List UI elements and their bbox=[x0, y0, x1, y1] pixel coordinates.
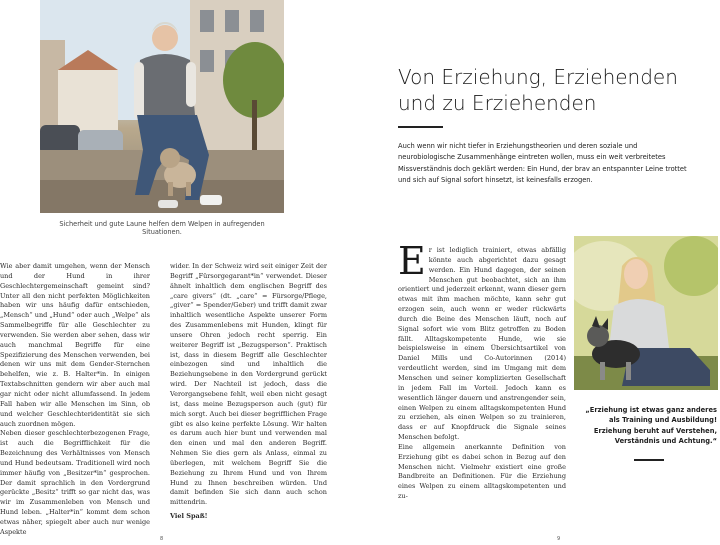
body-column-3 bbox=[398, 239, 566, 502]
pull-quote: „Erziehung ist etwas ganz anderes als Training und Ausbildung! Erziehung beruht auf Verstehen, Verständnis und Achtung.“ bbox=[585, 406, 717, 446]
paragraph: wider. In der Schweiz wird seit einiger Zeit der Begriff „Fürsorgegarant*in“ verwendet. Dieser ähnelt inhaltlich dem englischen Begriff des „care givers“ (dt. „care“ = Fürsorge/Pflege, „giver“ = Spender/Geber) und trifft damit zwar inhaltlich wesentliche Aspekte unserer Form des Zusammenlebens mit Hunden, klingt für unsere Ohren jedoch recht sperrig. Ein weiterer Begriff ist „Bezugsperson“. Praktisch ist, dass in diesem Begriff alle Geschlechter einbezogen sind und inhaltlich die Beziehungsebene in den Vordergrund gerückt wird. Der Nachteil ist jedoch, dass die Verorgangsebene fehlt, weil eben nicht gesagt ist, dass meine Bezugsperson auch (gut) für mich sorgt. Auch bei dieser begrifflichen Frage gibt es also keine perfekte Lösung. Wir halten es darum auch hier bunt und verwenden mal den einen und mal den anderen Begriff. Nehmen Sie dies gern als Anlass, einmal zu überlegen, mit welchem Begriff Sie die Beziehung zu Ihrem Hund und von Ihrem Hund zu Ihnen beschreiben würden. Und damit befinden Sie sich dann auch schon mittendrin. bbox=[170, 262, 327, 507]
photo-illustration-right bbox=[574, 236, 718, 390]
paragraph: Wie aber damit umgehen, wenn der Mensch und der Hund in ihrer Geschlechtergemeinschaft gemeint sind? Unter all den nicht perfekten Möglichkeiten haben wir uns häufig dafür entschieden, „Mensch“ und „Hund“ oder auch „Welpe“ als Sammelbegriffe für alle Geschlechter zu verwenden. Sie werden aber sehen, dass wir auch manchmal Begriffe für eine Spezifizierung des Menschen verwenden, bei denen wir uns mit dem Gender-Sternchen behelfen, wie z. B. Halter*in. In einigen Textabschnitten gendern wir aber auch mal gar nicht oder nicht allumfassend. In jedem Fall haben wir alle Menschen im Sinn, ob und welcher Geschlechteridentität sie sich auch zuordnen mögen. bbox=[0, 262, 150, 428]
photo-woman-with-dog bbox=[574, 236, 718, 390]
page-number-left: 8 bbox=[160, 536, 164, 542]
photo-woman-with-puppy bbox=[40, 0, 284, 213]
paragraph-with-dropcap bbox=[398, 239, 566, 443]
quote-divider bbox=[634, 459, 664, 461]
page-number-right: 9 bbox=[557, 536, 561, 542]
photo-illustration bbox=[40, 0, 284, 213]
title-line-1: Von Erziehung, Erziehenden bbox=[398, 65, 678, 89]
paragraph: Eine allgemein anerkannte Definition von Erziehung gibt es dabei schon in Bezug auf den Menschen nicht. Vielmehr existiert eine große Bandbreite an Definitionen. Für die Erziehung eines Welpen zu einem alltagskompetenten und zu- bbox=[398, 442, 566, 501]
body-column-2 bbox=[170, 262, 327, 522]
body-column-1 bbox=[0, 262, 150, 538]
signoff: Viel Spaß! bbox=[170, 512, 208, 521]
title-divider bbox=[398, 126, 443, 128]
dropcap: E bbox=[398, 239, 426, 283]
photo-caption: Sicherheit und gute Laune helfen dem Welpen in aufregenden Situationen. bbox=[59, 220, 265, 236]
intro-paragraph: Auch wenn wir nicht tiefer in Erziehungstheorien und deren soziale und neurobiologische Zusammenhänge eintreten wollen, muss ein weit verbreitetes Missverständnis doch geklärt werden: Ein Hund, der brav an entspannter Leine trottet und sich auf Signal sofort hinsetzt, ist keinesfalls erzogen. bbox=[398, 142, 687, 185]
paragraph-text: r ist lediglich trainiert, etwas abfällig könnte auch abgerichtet dazu gesagt werden. Ein Hund dagegen, der seinen Menschen gut beobachtet, sich an ihm orientiert und jederzeit erkennt, wann dieser gern etwas mit ihm machen möchte, kann sehr gut erzogen sein, auch wenn er weder rückwärts durch die Beine des Menschen läuft, noch auf Signal sofort wie vom Blitz getroffen zu Boden fällt. Alltagskompetente Hunde, wie sie beispielsweise in einem Übersichtsartikel von Daniel Mills und Co-Autorinnen (2014) verdeutlicht werden, sind im Umgang mit dem Menschen und seiner komplizierten Gesellschaft in jedem Fall im Vorteil. Jedoch kann es wesentlich länger dauern und anstrengender sein, einen Welpen zu einem alltagskompetenten Hund zu erziehen, als einen Welpen so zu trainieren, dass er auf Knopfdruck die Signale seines Menschen befolgt. bbox=[398, 246, 566, 442]
chapter-title bbox=[398, 64, 698, 116]
paragraph: Neben dieser geschlechterbezogenen Frage, ist auch die Begrifflichkeit für die Bezeichnung des Verhältnisses von Mensch und Hund bedeutsam. Traditionell wird noch immer häufig von „Besitzer*in“ gesprochen. Der damit sprachlich in den Vordergrund gerückte „Besitz“ trifft so gar nicht das, was wir im Zusammenleben von Mensch und Hund leben. „Halter*in“ kommt dem schon etwas näher, spiegelt aber auch nur wenige Aspekte bbox=[0, 429, 150, 536]
title-line-2: und zu Erziehenden bbox=[398, 91, 597, 115]
